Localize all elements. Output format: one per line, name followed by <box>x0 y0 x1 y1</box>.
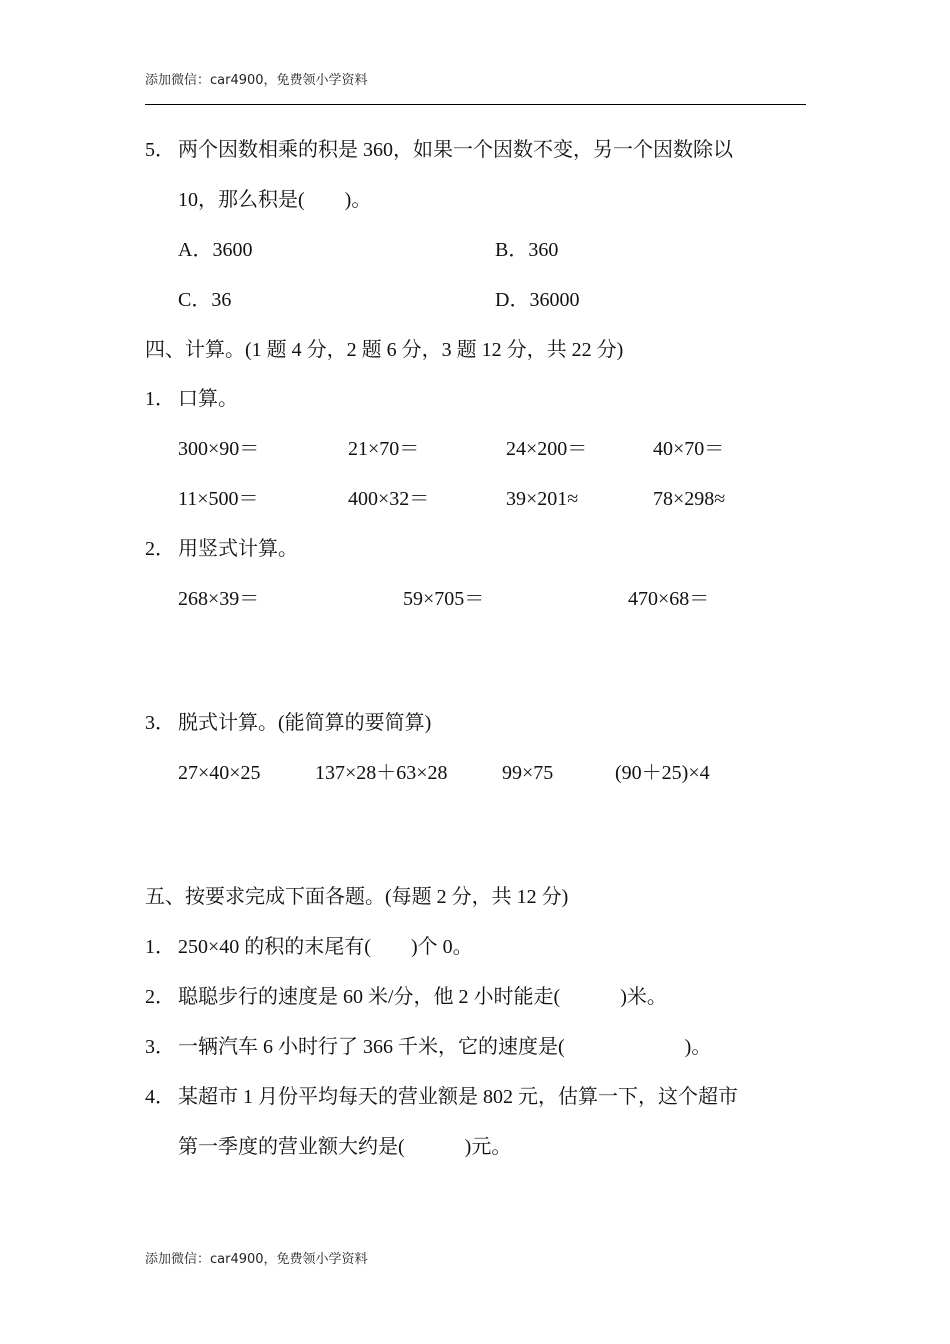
oral-calc-item: 78×298≈ <box>653 488 726 510</box>
stepwise-calc-item: 27×40×25 <box>178 762 261 784</box>
q5-option-a: A．3600 <box>178 239 253 261</box>
s5-question-3 <box>145 1037 711 1057</box>
s5-q2-number: 2． <box>145 986 175 1008</box>
s4-part2-heading <box>145 539 298 559</box>
stepwise-calc-item: (90＋25)×4 <box>615 762 710 784</box>
q5-option-c: C．36 <box>178 289 232 311</box>
s4-part1-label: 口算。 <box>178 388 238 410</box>
oral-calc-item: 40×70＝ <box>653 438 725 460</box>
s5-q1-text: 250×40 的积的末尾有( )个 0。 <box>178 936 473 958</box>
s5-question-1 <box>145 937 473 957</box>
s4-part3-label: 脱式计算。(能简算的要简算) <box>178 712 432 734</box>
s5-q2-text: 聪聪步行的速度是 60 米/分，他 2 小时能走( )米。 <box>178 986 667 1008</box>
stepwise-calc-item: 137×28＋63×28 <box>315 762 448 784</box>
s4-part2-label: 用竖式计算。 <box>178 538 298 560</box>
s4-part1-number: 1． <box>145 388 175 410</box>
s5-q4-text-line2: 第一季度的营业额大约是( )元。 <box>178 1136 512 1158</box>
s5-q4-text-line1: 某超市 1 月份平均每天的营业额是 802 元，估算一下，这个超市 <box>178 1086 738 1108</box>
q5-text-line2: 10，那么积是( )。 <box>178 189 372 211</box>
oral-calc-item: 24×200＝ <box>506 438 588 460</box>
s4-part3-number: 3． <box>145 712 175 734</box>
section5-title: 五、按要求完成下面各题。(每题 2 分，共 12 分) <box>145 886 569 908</box>
page-header-text: 添加微信：car4900，免费领小学资料 <box>145 73 368 88</box>
s5-q1-number: 1． <box>145 936 175 958</box>
s5-question-4 <box>145 1087 738 1107</box>
header-divider <box>145 104 806 105</box>
q5-text-line1: 两个因数相乘的积是 360，如果一个因数不变，另一个因数除以 <box>178 139 733 161</box>
q5-line1 <box>145 140 733 160</box>
vertical-calc-item: 59×705＝ <box>403 588 485 610</box>
s5-q4-number: 4． <box>145 1086 175 1108</box>
s5-question-2 <box>145 987 667 1007</box>
stepwise-calc-item: 99×75 <box>502 762 554 784</box>
s4-part1-heading <box>145 389 238 409</box>
s4-part2-number: 2． <box>145 538 175 560</box>
q5-option-d: D．36000 <box>495 289 580 311</box>
q5-number: 5． <box>145 139 175 161</box>
oral-calc-item: 11×500＝ <box>178 488 259 510</box>
s5-q3-number: 3． <box>145 1036 175 1058</box>
page-footer-text: 添加微信：car4900，免费领小学资料 <box>145 1252 368 1267</box>
oral-calc-item: 300×90＝ <box>178 438 260 460</box>
oral-calc-item: 400×32＝ <box>348 488 430 510</box>
s5-q3-text: 一辆汽车 6 小时行了 366 千米，它的速度是( )。 <box>178 1036 712 1058</box>
vertical-calc-item: 470×68＝ <box>628 588 710 610</box>
section4-title: 四、计算。(1 题 4 分，2 题 6 分，3 题 12 分，共 22 分) <box>145 339 624 361</box>
vertical-calc-item: 268×39＝ <box>178 588 260 610</box>
s4-part3-heading <box>145 713 431 733</box>
oral-calc-item: 21×70＝ <box>348 438 420 460</box>
q5-option-b: B．360 <box>495 239 559 261</box>
oral-calc-item: 39×201≈ <box>506 488 579 510</box>
